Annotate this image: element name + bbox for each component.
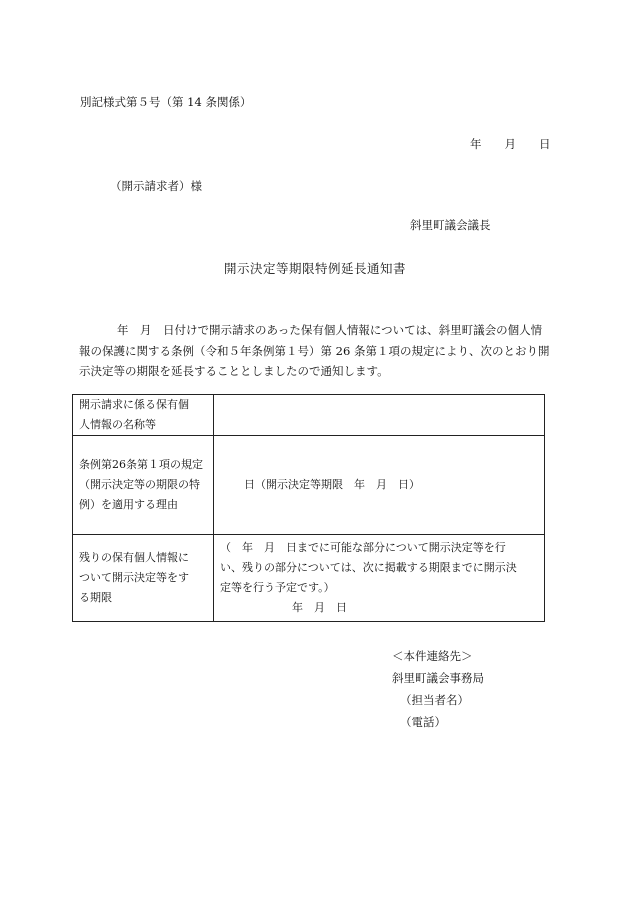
body-text	[79, 320, 554, 382]
value-line: 日（開示決定等期限 年 月 日）	[244, 478, 420, 491]
issuer: 斜里町議会議長	[410, 218, 491, 232]
value-line: 定等を行う予定です。）	[220, 581, 335, 594]
label-line: 人情報の名称等	[79, 418, 156, 431]
contact-phone: （電話）	[400, 715, 446, 729]
table-row	[73, 395, 545, 436]
row-label	[73, 535, 214, 622]
value-line: （ 年 月 日までに可能な部分について開示決定等を行	[220, 541, 506, 554]
label-line: （開示決定等の期限の特	[79, 478, 200, 491]
value-line: い、残りの部分については、次に掲載する期限までに開示決	[220, 561, 517, 574]
table-row	[73, 436, 545, 535]
contact-block	[392, 645, 484, 733]
form-label: 別記様式第５号（第 14 条関係）	[80, 95, 252, 109]
table-row	[73, 535, 545, 622]
body-line: 報の保護に関する条例（令和５年条例第１号）第 26 条第１項の規定により、次のとおり開	[79, 343, 550, 358]
body-line: 年 月 日付けで開示請求のあった保有個人情報については、斜里町議会の個人情	[117, 323, 543, 337]
row-label	[73, 436, 214, 535]
row-value	[214, 535, 545, 622]
addressee: （開示請求者）様	[110, 179, 202, 193]
contact-heading: ＜本件連絡先＞	[392, 649, 473, 663]
body-line: 示決定等の期限を延長することとしましたので通知します。	[79, 364, 389, 378]
row-value	[214, 436, 545, 535]
row-value	[214, 395, 545, 436]
row-label	[73, 395, 214, 436]
label-line: 残りの保有個人情報に	[79, 551, 189, 564]
label-line: 例）を適用する理由	[79, 498, 178, 511]
label-line: 開示請求に係る保有個	[79, 398, 189, 411]
contact-person: （担当者名）	[400, 693, 469, 707]
label-line: ついて開示決定等をす	[79, 571, 189, 584]
contact-office: 斜里町議会事務局	[392, 671, 484, 685]
info-table	[72, 394, 545, 622]
label-line: る期限	[79, 591, 112, 604]
document-title: 開示決定等期限特例延長通知書	[223, 261, 406, 276]
label-line: 条例第26条第１項の規定	[79, 458, 203, 471]
value-line: 年 月 日	[292, 601, 347, 614]
date-line: 年 月 日	[470, 137, 551, 151]
